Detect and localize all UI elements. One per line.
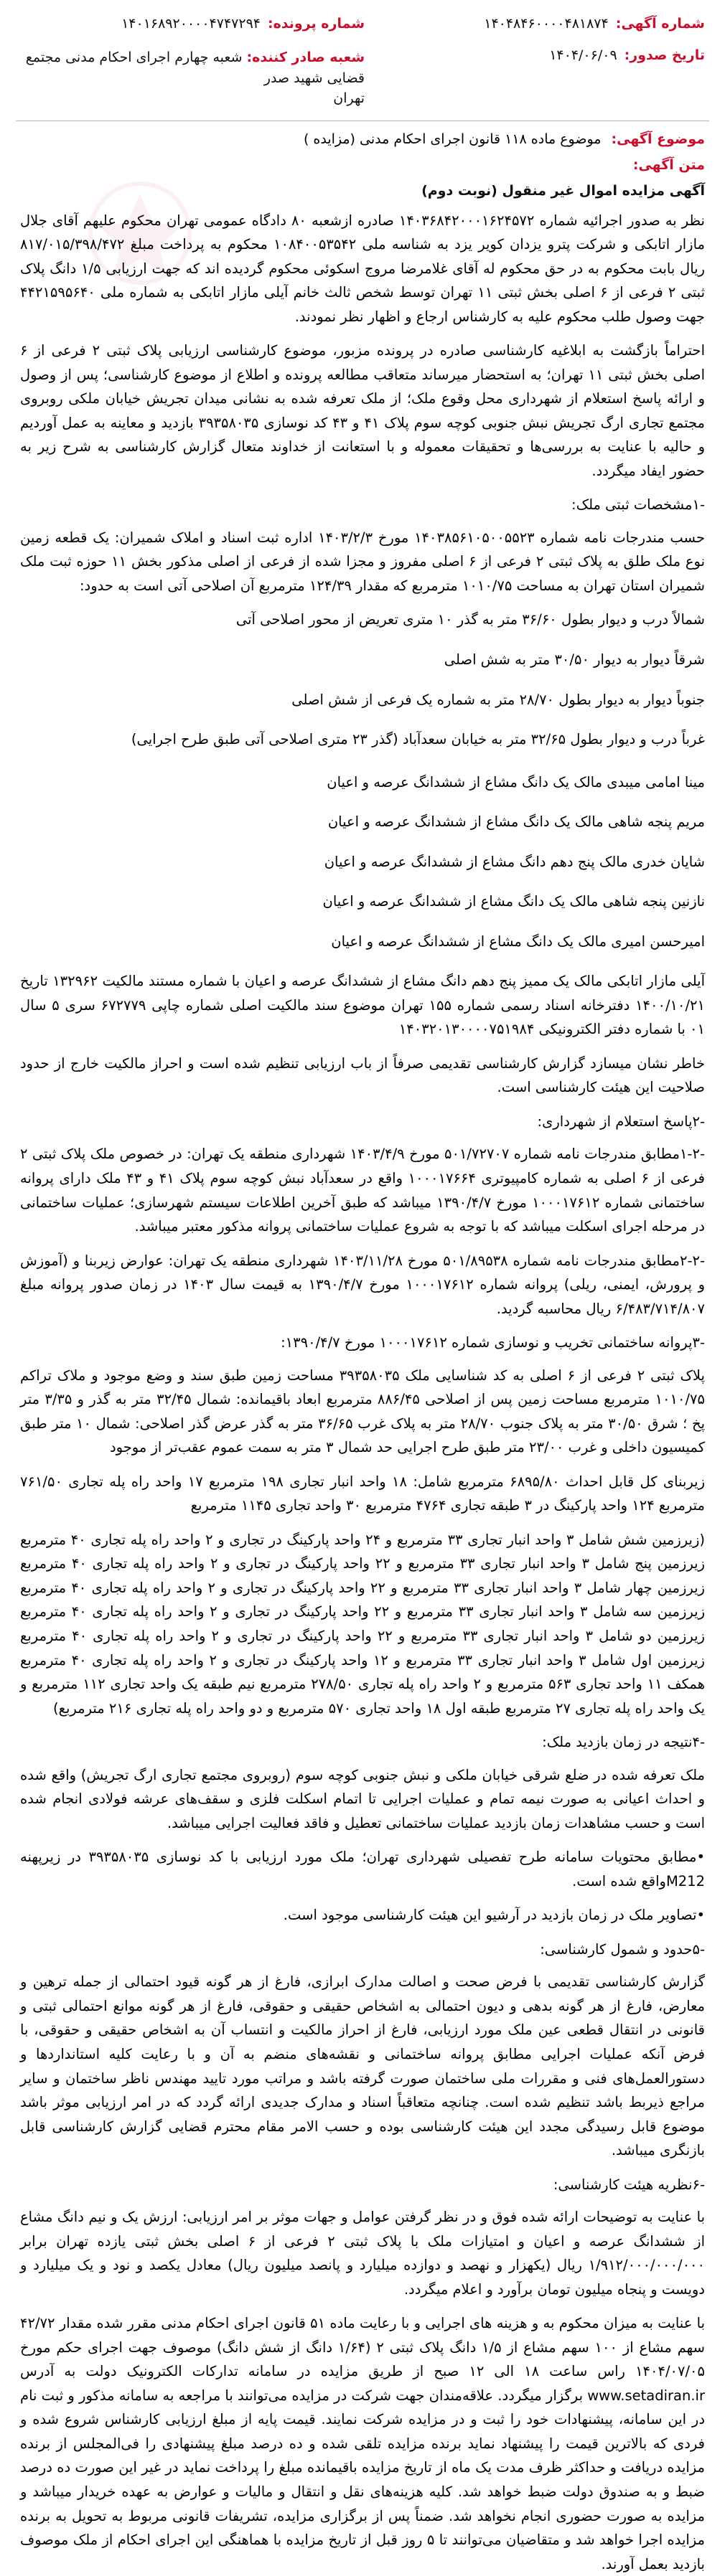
- paragraph-valuation: با عنایت به توضیحات ارائه شده فوق و در نظر گرفتن عوامل و جهات موثر بر امر ارزیابی: ارزش یک و نیم دانگ مشاع از ششدانگ عرصه و اعیان و امتیازات ملک با پلاک ثبتی ۲ فرعی از ۶ اصلی بخش ثبتی یازده تهران برابر ۱/۹۱۲/۰۰۰/۰۰۰/۰۰۰ ریال (یکهزار و نهصد و دوازده میلیارد و پانصد میلیون ریال) معادل یکصد و نود و یک میلیارد و دویست و پنجاه میلیون تومان برآورد و اعلام میگردد.: [20, 2205, 705, 2301]
- notice-title: آگهی مزایده اموال غیر منقول (نوبت دوم): [20, 183, 705, 199]
- notice-meta: [16, 131, 709, 199]
- paragraph-inspection: ملک تعرفه شده در ضلع شرقی خیابان ملکی و نبش جنوبی کوچه سوم (روبروی مجتمع تجاری ارگ تجریش) واقع شده و احداث اعیانی به صورت نیمه تمام و عملیات اجرایی تا اتمام اسکلت فلزی و سقف‌های عرشه فولادی انجام شده است و حسب مشاهدات زمان بازدید عملیات ساختمانی تعطیل و فاقد فعالیت اجرایی میباشد.: [20, 1763, 705, 1836]
- section-municipality-heading: -۲پاسخ استعلام از شهرداری:: [20, 1110, 705, 1134]
- paragraph-municipality-2: -۲-۲مطابق مندرجات نامه شماره ۵۰۱/۸۹۵۳۸ مورخ ۱۴۰۳/۱۱/۲۸ شهرداری منطقه یک تهران: عوارض زیربنا و (آموزش و پرورش، ایمنی، ریلی) پروانه شماره ۱۰۰۰۱۷۶۱۲ مورخ ۱۳۹۰/۴/۷ به قیمت سال ۱۴۰۳ در زمان صدور پروانه مبلغ ۶/۴۸۳/۷۱۴/۸۰۷ ریال محاسبه گردید.: [20, 1249, 705, 1321]
- subject-text: موضوع ماده ۱۱۸ قانون اجرای احکام مدنی (مزایده ): [304, 131, 602, 147]
- issuing-branch-row: [20, 47, 365, 109]
- paragraph-registration: حسب مندرجات نامه شماره ۱۴۰۳۸۵۶۱۰۵۰۰۵۵۲۳ مورخ ۱۴۰۳/۲/۳ اداره ثبت اسناد و املاک شمیران: یک قطعه زمین نوع ملک طلق به پلاک ثبتی ۲ فرعی از ۶ اصلی مفروز و مجزا شده از فرعی از اصلی مذکور بخش ۱۱ حوزه ثبت ملک شمیران استان تهران به مساحت ۱۰۱۰/۷۵ مترمربع که مقدار ۱۲۴/۳۹ مترمربع آن اصلاحی آتی است به حدود:: [20, 526, 705, 598]
- notice-header: [16, 10, 709, 121]
- issue-date: ۱۴۰۴/۰۶/۰۹: [549, 47, 617, 63]
- text-row: [20, 157, 705, 173]
- notice-number-label: شماره آگهی:: [616, 16, 705, 32]
- issuing-branch-city: تهران: [20, 88, 365, 109]
- owner-5: امیرحسن امیری مالک یک دانگ مشاع از ششدانگ عرصه و اعیان: [20, 930, 705, 954]
- boundary-east: شرقاً دیوار به دیوار ۳۰/۵۰ متر به شش اصلی: [20, 648, 705, 672]
- notice-number: ۱۴۰۴۸۴۶۰۰۰۰۴۸۱۸۷۴: [484, 16, 609, 32]
- case-number-label: شماره پرونده:: [268, 16, 365, 32]
- subject-row: [20, 131, 705, 147]
- section-permit-heading: -۳پروانه ساختمانی تخریب و نوسازی شماره ۱۰۰۰۱۷۶۱۲ مورخ ۱۳۹۰/۴/۷:: [20, 1331, 705, 1355]
- issue-date-label: تاریخ صدور:: [625, 47, 705, 63]
- section-opinion-heading: -۶نظریه هیئت کارشناسی:: [20, 2173, 705, 2197]
- owner-1: مینا امامی میبدی مالک یک دانگ مشاع از ششدانگ عرصه و اعیان: [20, 770, 705, 795]
- paragraph-zoning: •مطابق محتویات سامانه طرح تفصیلی شهرداری تهران؛ ملک مورد ارزیابی با کد نوسازی ۳۹۳۵۸۰۳۵ در زیرپهنه M212واقع شده است.: [20, 1845, 705, 1893]
- boundary-north: شمالاً درب و دیوار بطول ۳۶/۶۰ متر به گذر ۱۰ متری تعریض از محور اصلاحی آتی: [20, 608, 705, 632]
- notice-number-row: [484, 16, 705, 32]
- paragraph-permit-floors: (زیرزمین شش شامل ۳ واحد انبار تجاری ۳۳ مترمربع و ۲۴ واحد پارکینگ در تجاری و ۲ واحد راه پله تجاری ۴۰ مترمربع زیرزمین پنج شامل ۳ واحد انبار تجاری ۳۳ مترمربع و ۲۲ واحد پارکینگ در تجاری و ۲ واحد راه پله تجاری ۴۰ مترمربع زیرزمین چهار شامل ۳ واحد انبار تجاری ۳۳ مترمربع و ۲۲ واحد پارکینگ در تجاری و ۲ واحد راه پله تجاری ۴۰ مترمربع زیرزمین سه شامل ۳ واحد انبار تجاری ۳۳ مترمربع و ۲۲ واحد پارکینگ در تجاری و ۲ واحد راه پله تجاری ۴۰ مترمربع زیرزمین دو شامل ۳ واحد انبار تجاری ۳۳ مترمربع و ۲۲ واحد پارکینگ در تجاری و ۲ واحد راه پله تجاری ۴۰ مترمربع زیرزمین اول شامل ۳ واحد انبار تجاری ۳۳ مترمربع و ۱۲ واحد پارکینگ در تجاری و ۲ واحد راه پله تجاری ۴۰ مترمربع همکف ۱۱ واحد تجاری ۵۶۳ مترمربع و ۲ واحد راه پله تجاری ۲۷۸/۵۰ مترمربع نیم طبقه یک واحد تجاری ۱۱۲ مترمربع و یک واحد راه پله تجاری ۲۷ مترمربع طبقه اول ۱۸ واحد تجاری ۵۷۰ مترمربع و دو واحد راه پله تجاری ۲۱۶ مترمربع): [20, 1528, 705, 1720]
- issuing-branch-label: شعبه صادر کننده:: [247, 49, 365, 65]
- section-inspection-heading: -۴نتیجه در زمان بازدید ملک:: [20, 1730, 705, 1755]
- case-number: ۱۴۰۱۶۸۹۲۰۰۰۰۴۷۴۷۲۹۴: [121, 16, 261, 32]
- subject-label: موضوع آگهی:: [612, 131, 705, 147]
- paragraph-permit-area: زیربنای کل قابل احداث ۶۸۹۵/۸۰ مترمربع شامل: ۱۸ واحد انبار تجاری ۱۹۸ مترمربع ۱۷ واحد راه پله تجاری ۷۶۱/۵۰ مترمربع ۱۲۴ واحد پارکینگ در ۳ طبقه تجاری ۴۷۶۴ مترمربع ۳۰ واحد تجاری ۱۱۴۵ مترمربع: [20, 1470, 705, 1518]
- owner-4: نازنین پنجه شاهی مالک یک دانگ مشاع از ششدانگ عرصه و اعیان: [20, 890, 705, 914]
- issuing-branch: شعبه چهارم اجرای احکام مدنی مجتمع قضایی شهید صدر: [26, 49, 365, 86]
- header-right-column: [484, 16, 705, 63]
- text-label: متن آگهی:: [633, 157, 705, 173]
- case-number-row: [20, 16, 365, 32]
- paragraph-ownership-note: خاطر نشان میسازد گزارش کارشناسی تقدیمی صرفاً از باب ارزیابی تنظیم شده است و احراز مالکیت خارج از حدود صلاحیت این هیئت کارشناسی است.: [20, 1052, 705, 1100]
- paragraph-auction-terms: با عنایت به میزان محکوم به و هزینه های اجرایی و با رعایت ماده ۵۱ قانون اجرای احکام مدنی مقرر شده مقدار ۴۲/۷۲ سهم مشاع از ۱۰۰ سهم مشاع از ۱/۵ دانگ پلاک ثبتی ۲ (۱/۶۴ دانگ از شش دانگ) موصوف جهت اجرای حکم مورخ ۱۴۰۴/۰۷/۰۵ راس ساعت ۱۸ الی ۱۲ صبح از طریق مزایده در سامانه تدارکات الکترونیک دولت به آدرس www.setadiran.ir برگزار میگردد. علاقه‌مندان جهت شرکت در مزایده می‌توانند با مراجعه به سامانه مذکور و ثبت نام در این سامانه، پیشنهادات خود را ثبت و در مزایده شرکت نمایند. قیمت پایه از مبلغ ارزیابی کارشناس شروع شده و فردی که بالاترین قیمت را پیشنهاد نماید برنده مزایده تلقی شده و ده درصد مبلغ پیشنهادی را فی‌المجلس از برنده مزایده دریافت و حداکثر ظرف مدت یک ماه از تاریخ مزایده باقیمانده مبلغ را پرداخت نماید در غیر این صورت ده درصد ضبط و به صندوق دولت ضبط خواهد شد. کلیه هزینه‌های نقل و انتقال و مالیات و عوارض به عهده خریدار میباشد و مزایده به صورت حضوری انجام نخواهد شد. ضمناً پس از برگزاری مزایده، تشریفات قانونی مربوط به تحویل به برنده مزایده اجرا خواهد شد و متقاضیان می‌توانند تا ۵ روز قبل از تاریخ مزایده با هماهنگی این اجرای احکام از ملک موصوف بازدید بعمل آورند.: [20, 2311, 705, 2576]
- paragraph-enforcement: نظر به صدور اجرائیه شماره ۱۴۰۳۶۸۴۲۰۰۰۱۶۲۴۵۷۲ صادره ازشعبه ۸۰ دادگاه عمومی تهران محکوم علیهم آقای جلال مازار اتابکی و شرکت پترو یزدان کویر یزد به شناسه ملی ۱۰۸۴۰۰۵۳۵۴۲ محکوم به پرداخت مبلغ ۸۱۷/۰۱۵/۳۹۸/۴۷۲ ریال بابت محکوم به در حق محکوم له آقای غلامرضا مروج اسکوئی محکوم گردیده اند که جهت ارزیابی ۱/۵ دانگ پلاک ثبتی ۲ فرعی از ۶ اصلی بخش ثبتی ۱۱ تهران توسط شخص ثالث خانم آیلی مازار اتابکی به شماره ملی ۴۴۲۱۵۹۵۶۴۰ جهت وصول طلب محکوم علیه به کارشناس ارجاع و اظهار نظر نمودند.: [20, 209, 705, 329]
- paragraph-owner-deed: آیلی مازار اتابکی مالک یک ممیز پنج دهم دانگ مشاع از ششدانگ عرصه و اعیان با شماره مستند مالکیت ۱۳۲۹۶۲ تاریخ ۱۴۰۰/۱۰/۲۱ دفترخانه اسناد رسمی شماره ۱۵۵ تهران موضوع سند مالکیت اصلی شماره چاپی ۶۷۲۷۷۹ سری ۵ سال ۰۱ با شماره دفتر الکترونیکی ۱۴۰۳۲۰۱۳۰۰۰۰۷۵۱۹۸۴: [20, 969, 705, 1042]
- paragraph-scope: گزارش کارشناسی تقدیمی با فرض صحت و اصالت مدارک ابرازی، فارغ از هر گونه قیود احتمالی از جمله ترهین و معارض، فارغ از هر گونه بدهی و دیون احتمالی به اشخاص حقیقی و حقوقی، فارغ از هر گونه موانع احتمالی ثبتی و قانونی در انتقال قطعی عین ملک مورد ارزیابی، فارغ از احراز مالکیت و انتساب آن به اشخاص حقیقی و حقوقی، با فرض آنکه عملیات اجرایی مطابق پروانه ساختمانی و نقشه‌های منضم به آن و با رعایت کلیه استانداردها و دستورالعمل‌های فنی و مقررات ملی ساختمان صورت گرفته باشد و مراتب مورد تایید مهندس ناظر ساختمان و سایر مراجع ذیربط باشد تنظیم شده است. چنانچه متعاقباً اسناد و مدارک جدیدی ارائه گردد که در امر ارزیابی موثر باشد موضوع قابل رسیدگی مجدد این هیئت کارشناسی بوده و حسب الامر مقام محترم قضایی گزارش کارشناسی قابل بازنگری میباشد.: [20, 1970, 705, 2162]
- notice-body: [16, 209, 709, 2576]
- boundary-west: غرباً درب و دیوار بطول ۳۲/۶۵ متر به خیابان سعدآباد (گذر ۲۳ متری اصلاحی آتی طبق طرح اجرایی): [20, 727, 705, 752]
- boundary-south: جنوباً دیوار به دیوار بطول ۲۸/۷۰ متر به شماره یک فرعی از شش اصلی: [20, 688, 705, 712]
- paragraph-archive: •تصاویر ملک در زمان بازدید در آرشیو این هیئت کارشناسی موجود است.: [20, 1903, 705, 1928]
- section-scope-heading: -۵حدود و شمول کارشناسی:: [20, 1938, 705, 1962]
- section-registration-heading: -۱مشخصات ثبتی ملک:: [20, 493, 705, 517]
- paragraph-municipality-1: -۱-۲مطابق مندرجات نامه شماره ۵۰۱/۷۲۷۰۷ مورخ ۱۴۰۳/۴/۹ شهرداری منطقه یک تهران: در خصوص ملک پلاک ثبتی ۲ فرعی از ۶ اصلی به شماره کامپیوتری ۱۰۰۰۱۷۶۶۴ واقع در سعدآباد نبش کوچه سوم پلاک ۴۱ و ۴۳ ملک دارای پروانه ساختمانی شماره ۱۰۰۰۱۷۶۱۲ مورخ ۱۳۹۰/۴/۷ میباشد که طبق آخرین اطلاعات سیستم شهرسازی؛ عملیات ساختمانی در مرحله اجرای اسکلت میباشد که با توجه به شروع عملیات ساختمانی پروانه مذکور معتبر میباشد.: [20, 1142, 705, 1238]
- owner-3: شایان خدری مالک پنج دهم دانگ مشاع از ششدانگ عرصه و اعیان: [20, 850, 705, 874]
- header-left-column: [20, 16, 365, 109]
- paragraph-expert-referral: احتراماً بازگشت به ابلاغیه کارشناسی صادره در پرونده مزبور، موضوع کارشناسی ارزیابی پلاک ثبتی ۲ فرعی از ۶ اصلی بخش ثبتی ۱۱ تهران؛ به استحضار میرساند متعاقب مطالعه پرونده و اطلاع از موضوع کارشناسی؛ پس از وصول و ارائه پاسخ استعلام از شهرداری محل وقوع ملک؛ از ملک تعرفه شده به نشانی میدان تجریش خیابان ملکی روبروی مجتمع تجاری ارگ تجریش نبش جنوبی کوچه سوم پلاک ۴۱ و ۴۳ کد نوسازی ۳۹۳۵۸۰۳۵ بازدید و معاینه به عمل آوردیم و حالیه با عنایت به بررسی‌ها و تحقیقات معموله و با استعانت از خداوند متعال گزارش کارشناسی به شرح زیر به حضور ایفاد میگردد.: [20, 339, 705, 483]
- owner-2: مریم پنجه شاهی مالک یک دانگ مشاع از ششدانگ عرصه و اعیان: [20, 810, 705, 834]
- issue-date-row: [484, 47, 705, 63]
- paragraph-permit-dimensions: پلاک ثبتی ۲ فرعی از ۶ اصلی به کد شناسایی ملک ۳۹۳۵۸۰۳۵ مساحت زمین طبق سند و وضع موجود و ملاک تراکم ۱۰۱۰/۷۵ مترمربع مساحت زمین پس از اصلاحی ۸۸۶/۴۵ مترمربع ابعاد باقیمانده: شمال ۳۲/۴۵ متر به گذر و ۳/۳۵ متر پخ ؛ شرق ۳۰/۵۰ متر به پلاک جنوب ۲۸/۷۰ متر به پلاک غرب ۳۶/۶۵ متر به گذر عرض گذر اصلاحی: شمال ۱۰ متر طبق کمیسیون داخلی و غرب ۲۳/۰۰ متر طبق طرح اجرایی حد شمال ۳ متر به سمت عموم عقب‌تر از موجود: [20, 1364, 705, 1460]
